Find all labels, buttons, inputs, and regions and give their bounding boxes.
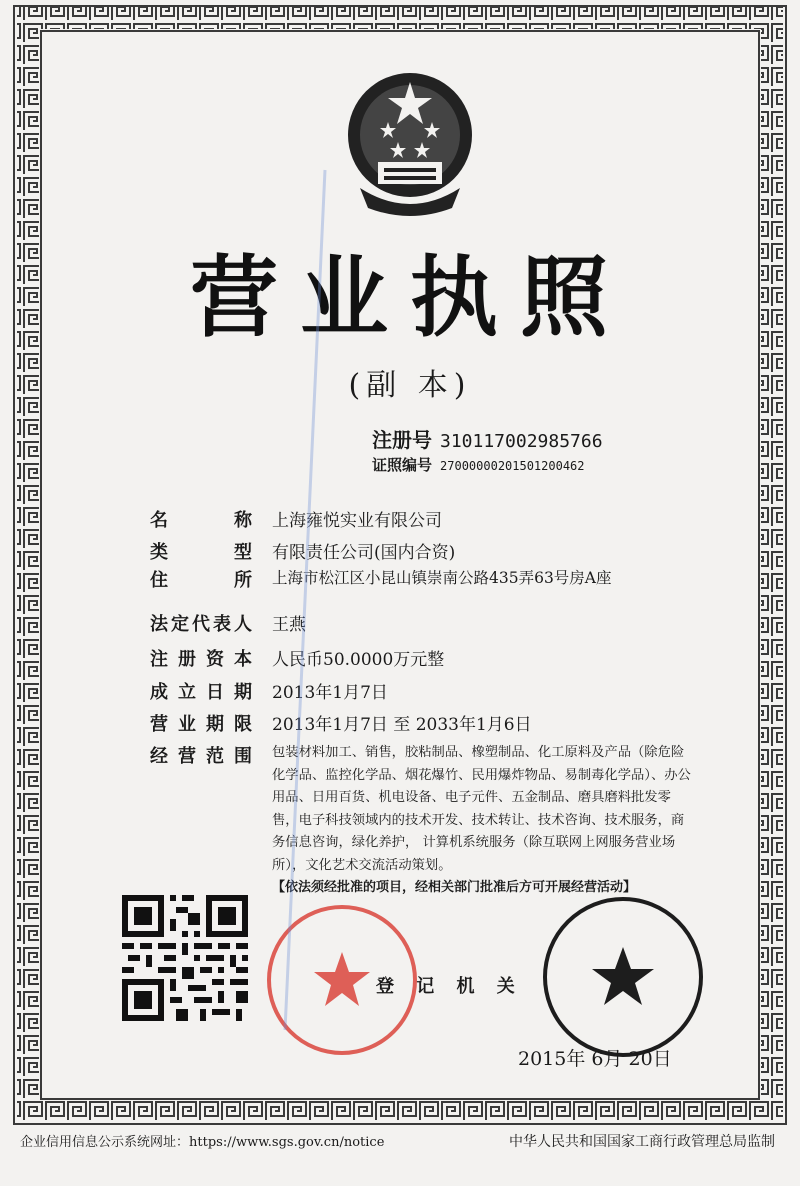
page-title: 营业执照 xyxy=(189,246,630,349)
field-value: 王燕 xyxy=(272,615,306,635)
field-value: 2013年1月7日 xyxy=(272,683,388,703)
field-established-date xyxy=(150,678,680,704)
footer-issuer: 中华人民共和国国家工商行政管理总局监制 xyxy=(509,1134,775,1150)
field-business-term xyxy=(150,710,680,736)
field-value: 上海市松江区小昆山镇崇南公路435弄63号房A座 xyxy=(272,569,612,587)
issue-date: 2015年 6月 20日 xyxy=(518,1048,672,1070)
certificate-number-value: 27000000201501200462 xyxy=(440,459,585,473)
field-value: 2013年1月7日 至 2033年1月6日 xyxy=(272,715,532,735)
field-label: 注册资本 xyxy=(150,649,252,670)
business-scope-text: 包装材料加工、销售，胶粘制品、橡塑制品、化工原料及产品（除危险化学品、监控化学品、烟花爆竹、民用爆炸物品、易制毒化学品）、办公用品、日用百货、机电设备、电子元件、五金制品、磨具磨料批发零售，电子科技领域内的技术开发、技术转让、技术咨询、技术服务，商务信息咨询，绿化养护， 计算机系统服务（除互联网上网服务营业场所），文化艺术交流活动策划。 xyxy=(272,745,691,873)
qr-code xyxy=(122,895,248,1021)
field-label: 经营范围 xyxy=(150,746,252,767)
registration-number-label: 注册号 xyxy=(372,428,432,452)
field-label: 住所 xyxy=(150,570,252,591)
field-registered-capital xyxy=(150,645,680,671)
national-emblem-icon xyxy=(340,60,480,220)
page-subtitle: (副 本) xyxy=(348,368,472,403)
field-label: 名称 xyxy=(150,510,252,531)
field-name xyxy=(150,506,680,532)
registration-number xyxy=(372,424,603,453)
field-label: 营业期限 xyxy=(150,714,252,735)
field-value: 有限责任公司(国内合资) xyxy=(272,543,456,563)
field-value: 人民币50.0000万元整 xyxy=(272,650,445,670)
field-legal-representative xyxy=(150,610,680,636)
field-type xyxy=(150,538,680,564)
field-label: 成立日期 xyxy=(150,682,252,703)
field-label: 类型 xyxy=(150,542,252,563)
certificate-number-label: 证照编号 xyxy=(372,456,433,474)
field-label: 法定代表人 xyxy=(150,614,252,635)
authority-seal xyxy=(538,892,708,1062)
registration-number-value: 310117002985766 xyxy=(440,431,603,452)
approval-notice: 【依法须经批准的项目，经相关部门批准后方可开展经营活动】 xyxy=(272,880,637,895)
certification-watermark xyxy=(270,150,340,1050)
registration-authority-label: 登 记 机 关 xyxy=(376,976,523,997)
certificate-number xyxy=(372,454,585,475)
field-value: 上海雍悦实业有限公司 xyxy=(272,511,442,531)
field-address xyxy=(150,566,680,592)
footer-website: 企业信用信息公示系统网址：https://www.sgs.gov.cn/notice xyxy=(20,1135,385,1150)
